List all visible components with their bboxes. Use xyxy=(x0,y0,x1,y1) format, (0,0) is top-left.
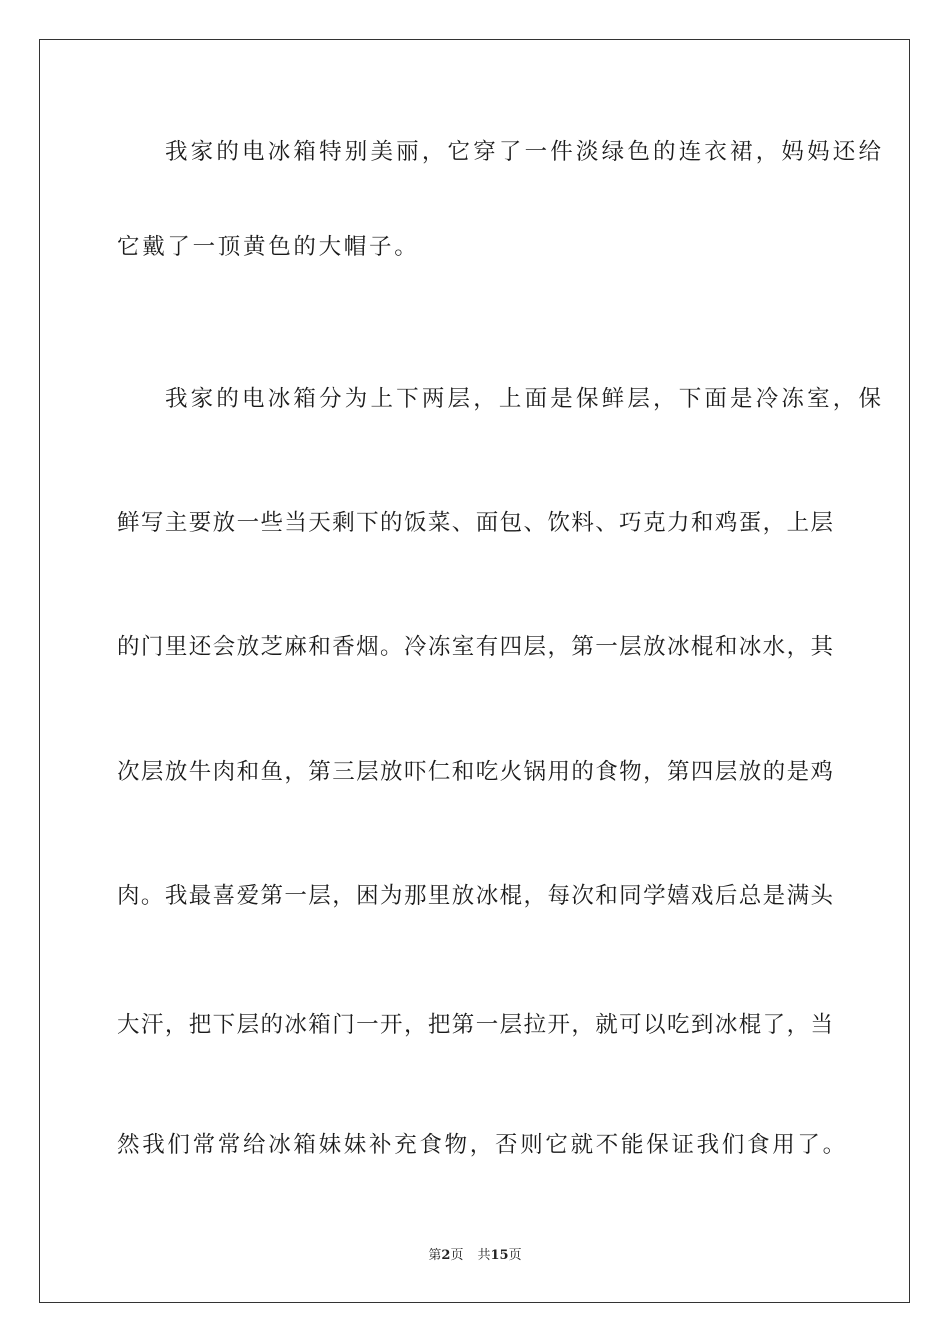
paragraph-2-line-6: 大汗，把下层的冰箱门一开，把第一层拉开，就可以吃到冰棍了，当 xyxy=(117,1012,833,1038)
paragraph-2-line-2: 鲜写主要放一些当天剩下的饭菜、面包、饮料、巧克力和鸡蛋，上层 xyxy=(117,510,833,536)
page-prefix: 第 xyxy=(428,1248,442,1263)
paragraph-1-line-2: 它戴了一顶黄色的大帽子。 xyxy=(117,234,420,260)
total-prefix: 共 xyxy=(477,1248,491,1263)
page-number: 2 xyxy=(441,1248,451,1263)
paragraph-2-line-5: 肉。我最喜爱第一层，困为那里放冰棍，每次和同学嬉戏后总是满头 xyxy=(117,883,833,909)
paragraph-2-line-4: 次层放牛肉和鱼，第三层放吓仁和吃火锅用的食物，第四层放的是鸡 xyxy=(117,759,833,785)
paragraph-2-line-3: 的门里还会放芝麻和香烟。冷冻室有四层，第一层放冰棍和冰水，其 xyxy=(117,634,833,660)
page-footer xyxy=(0,1247,950,1265)
paragraph-1-line-1: 我家的电冰箱特别美丽，它穿了一件淡绿色的连衣裙，妈妈还给 xyxy=(165,139,881,165)
page-suffix: 页 xyxy=(450,1248,464,1263)
paragraph-2-line-1: 我家的电冰箱分为上下两层，上面是保鲜层，下面是冷冻室，保 xyxy=(165,386,881,412)
paragraph-2-line-7: 然我们常常给冰箱妹妹补充食物，否则它就不能保证我们食用了。 xyxy=(117,1132,848,1158)
page-border xyxy=(39,39,910,1303)
total-suffix: 页 xyxy=(508,1248,522,1263)
total-pages: 15 xyxy=(490,1248,509,1263)
